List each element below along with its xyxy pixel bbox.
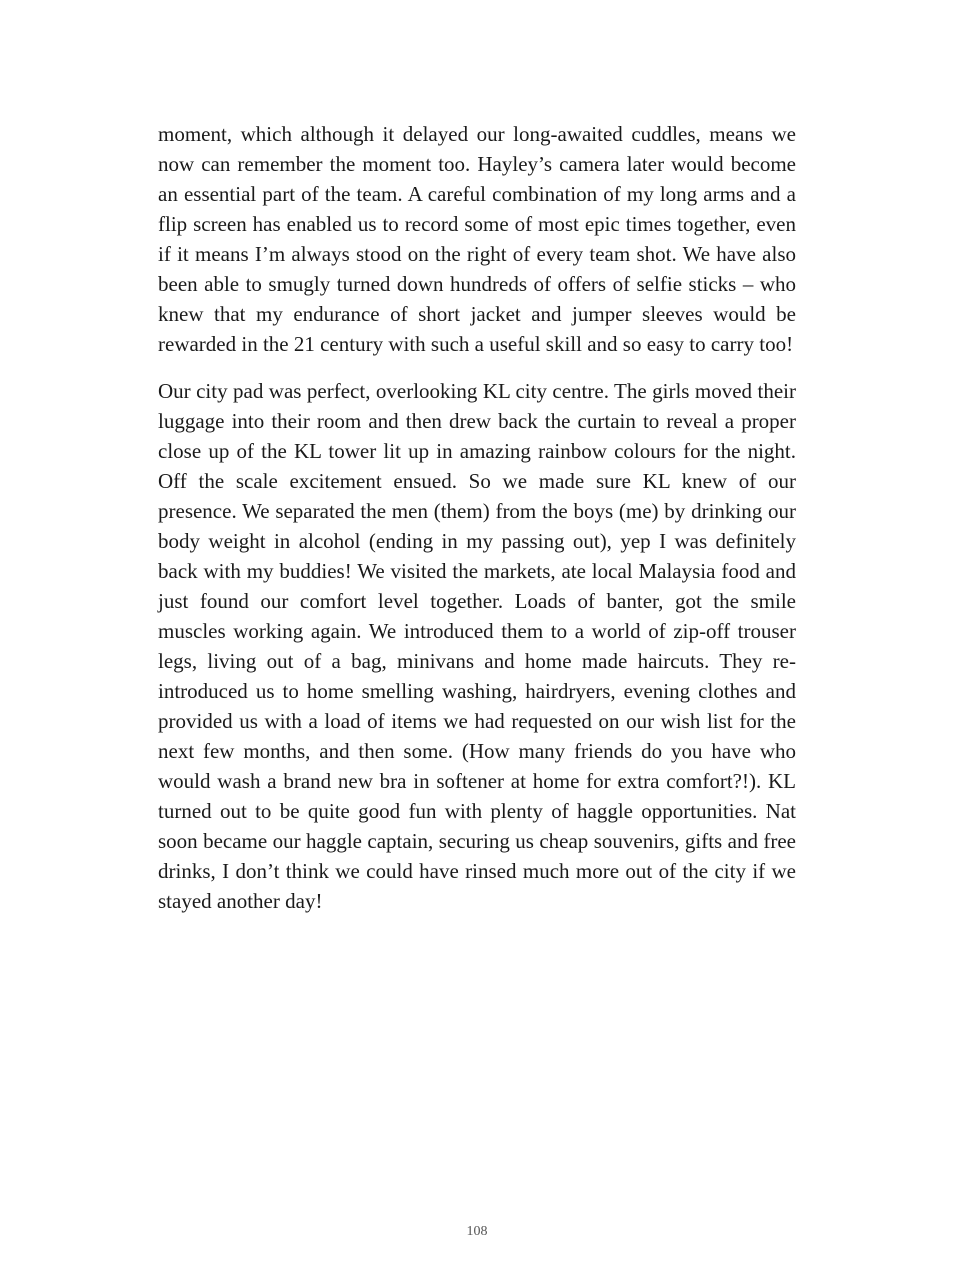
page-number: 108 xyxy=(466,1224,488,1239)
paragraph-camera: moment, which although it delayed our long-awaited cuddles, means we now can remember the moment too. Hayley’s camera later would become an essential part of the team. A careful combination of my long arms and a flip screen has enabled us to record some of most epic times together, even if it means I’m always stood on the right of every team shot. We have also been able to smugly turned down hundreds of offers of selfie sticks – who knew that my endurance of short jacket and jumper sleeves would be rewarded in the 21 century with such a useful skill and so easy to carry too! xyxy=(158,122,796,356)
page-body xyxy=(158,119,796,916)
paragraph-city-pad: Our city pad was perfect, overlooking KL city centre. The girls moved their luggage into their room and then drew back the curtain to reveal a proper close up of the KL tower lit up in amazing rainbow colours for the night. Off the scale excitement ensued. So we made sure KL knew of our presence. We separated the men (them) from the boys (me) by drinking our body weight in alcohol (ending in my passing out), yep I was definitely back with my buddies! We visited the markets, ate local Malaysia food and just found our comfort level together. Loads of banter, got the smile muscles working again. We introduced them to a world of zip-off trouser legs, living out of a bag, minivans and home made haircuts. They re-introduced us to home smelling washing, hairdryers, evening clothes and provided us with a load of items we had requested on our wish list for the next few months, and then some. (How many friends do you have who would wash a brand new bra in softener at home for extra comfort?!). KL turned out to be quite good fun with plenty of haggle opportunities. Nat soon became our haggle captain, securing us cheap souvenirs, gifts and free drinks, I don’t think we could have rinsed much more out of the city if we stayed another day! xyxy=(158,379,796,913)
